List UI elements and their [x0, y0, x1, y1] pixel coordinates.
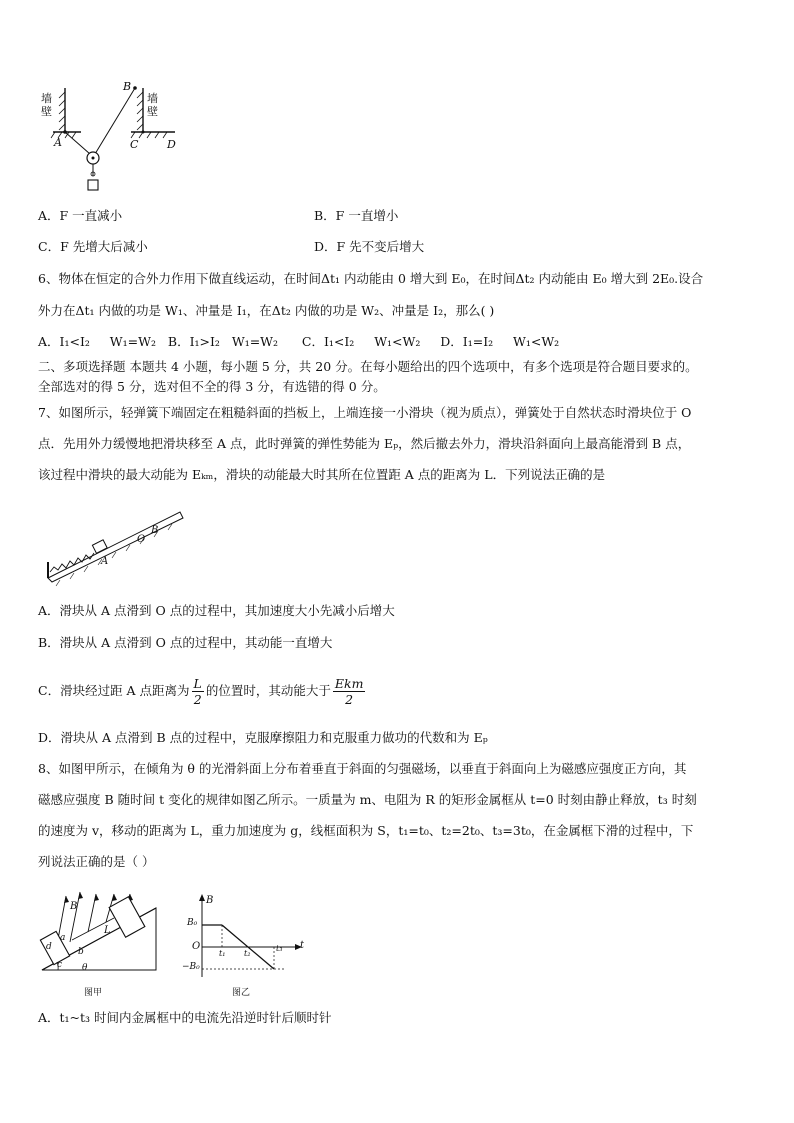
q8-fig-b-t3-label: t₃ [276, 944, 283, 953]
q7-option-c-fraction-l-over-2 [192, 676, 204, 707]
q8-fig-b-t1-label: t₁ [219, 949, 226, 958]
q7-stem-line1: 7、如图所示，轻弹簧下端固定在粗糙斜面的挡板上，上端连接一小滑块（视为质点），弹簧处于自然状态时滑块位于 O [38, 405, 692, 420]
fraction-numerator: Ekm [334, 676, 364, 691]
q7-option-c-middle: 的位置时，其动能大于 [205, 683, 331, 698]
q8-fig-a-label-b: b [78, 947, 84, 957]
q5-wall-left-label: 墙 壁 [41, 92, 52, 118]
q8-stem-line1: 8、如图甲所示，在倾角为 θ 的光滑斜面上分布着垂直于斜面的匀强磁场，以垂直于斜面向上为磁感应强度正方向，其 [38, 761, 687, 776]
q7-stem-line3: 该过程中滑块的最大动能为 Eₖₘ，滑块的动能最大时其所在位置距 A 点的距离为 L．下列说法正确的是 [38, 467, 606, 482]
q7-stem-line2: 点．先用外力缓慢地把滑块移至 A 点，此时弹簧的弹性势能为 Eₚ，然后撤去外力，滑块沿斜面向上最高能滑到 B 点， [38, 436, 691, 451]
q8-fig-a-label-a: a [60, 933, 66, 943]
q6-stem-line2: 外力在Δt₁ 内做的功是 W₁、冲量是 I₁，在Δt₂ 内做的功是 W₂、冲量是 I₂，那么( ) [38, 303, 495, 318]
q8-stem-line2: 磁感应强度 B 随时间 t 变化的规律如图乙所示。一质量为 m、电阻为 R 的矩形金属框从 t=0 时刻由静止释放，t₃ 时刻 [38, 792, 697, 807]
q8-option-a: A．t₁~t₃ 时间内金属框中的电流先沿逆时针后顺时针 [38, 1010, 332, 1025]
q8-fig-a-label-l: L [104, 925, 111, 936]
q5-label-d: D [167, 138, 176, 151]
q8-fig-a-label-d: d [46, 942, 52, 952]
section2-instructions-line1: 二、多项选择题 本题共 4 小题，每小题 5 分，共 20 分。在每小题给出的四个选项中，有多个选项是符合题目要求的。 [38, 359, 698, 374]
q7-label-o: O [137, 534, 146, 545]
q8-fig-a-label-b-field: B [70, 901, 78, 912]
q8-fig-b-caption: 图乙 [232, 988, 251, 998]
q7-option-b: B．滑块从 A 点滑到 O 点的过程中，其动能一直增大 [38, 635, 333, 650]
q8-fig-b-b0-label: B₀ [187, 918, 198, 928]
q8-fig-b-axis-t-label: t [300, 940, 305, 951]
q5-option-a: A．F 一直减小 [38, 208, 123, 223]
q8-fig-a-label-c: c [57, 960, 63, 970]
q8-fig-b-origin-label: O [192, 941, 201, 952]
q7-option-c-prefix: C．滑块经过距 A 点距离为 [38, 683, 190, 698]
q7-incline-figure [40, 500, 190, 590]
q7-option-d: D．滑块从 A 点滑到 B 点的过程中，克服摩擦阻力和克服重力做功的代数和为 Eₚ [38, 730, 488, 745]
q8-fig-a-caption: 图甲 [84, 988, 103, 998]
fraction-denominator: 2 [193, 692, 202, 707]
q8-stem-line4: 列说法正确的是（ ） [38, 854, 155, 869]
q5-wall-right-label: 墙 壁 [147, 92, 158, 118]
fraction-denominator: 2 [345, 692, 354, 707]
q5-label-b: B [123, 80, 132, 93]
q7-label-a: A [101, 556, 109, 567]
q7-option-a: A．滑块从 A 点滑到 O 点的过程中，其加速度大小先减小后增大 [38, 603, 395, 618]
q6-options: A．I₁<I₂ W₁=W₂ B．I₁>I₂ W₁=W₂ C．I₁<I₂ W₁<W₂ D．I₁=I₂ W₁<W₂ [38, 334, 560, 349]
fraction-numerator: L [193, 676, 202, 691]
q8-fig-b-t2-label: t₂ [244, 949, 251, 958]
q5-label-c: C [130, 138, 139, 151]
q8-fig-b-negb0-label: −B₀ [182, 962, 200, 972]
q8-fig-a-label-theta: θ [82, 963, 88, 973]
q5-label-a: A [54, 136, 62, 149]
q8-figure-b-graph [186, 893, 306, 983]
q7-option-c-fraction-ekm-over-2 [333, 676, 366, 707]
q5-option-d: D．F 先不变后增大 [314, 239, 425, 254]
q7-label-b: B [151, 525, 159, 536]
q7-option-c [38, 672, 367, 710]
q5-option-c: C．F 先增大后减小 [38, 239, 148, 254]
q8-stem-line3: 的速度为 v，移动的距离为 L，重力加速度为 g，线框面积为 S，t₁=t₀、t₂=2t₀、t₃=3t₀，在金属框下滑的过程中，下 [38, 823, 694, 838]
q8-fig-b-axis-b-label: B [206, 895, 214, 906]
q6-stem-line1: 6、物体在恒定的合外力作用下做直线运动，在时间Δt₁ 内动能由 0 增大到 E₀，在时间Δt₂ 内动能由 E₀ 增大到 2E₀.设合 [38, 271, 704, 286]
q8-figure-a-incline [38, 890, 168, 985]
section2-instructions-line2: 全部选对的得 5 分，选对但不全的得 3 分，有选错的得 0 分。 [38, 379, 386, 394]
q5-option-b: B．F 一直增小 [314, 208, 399, 223]
